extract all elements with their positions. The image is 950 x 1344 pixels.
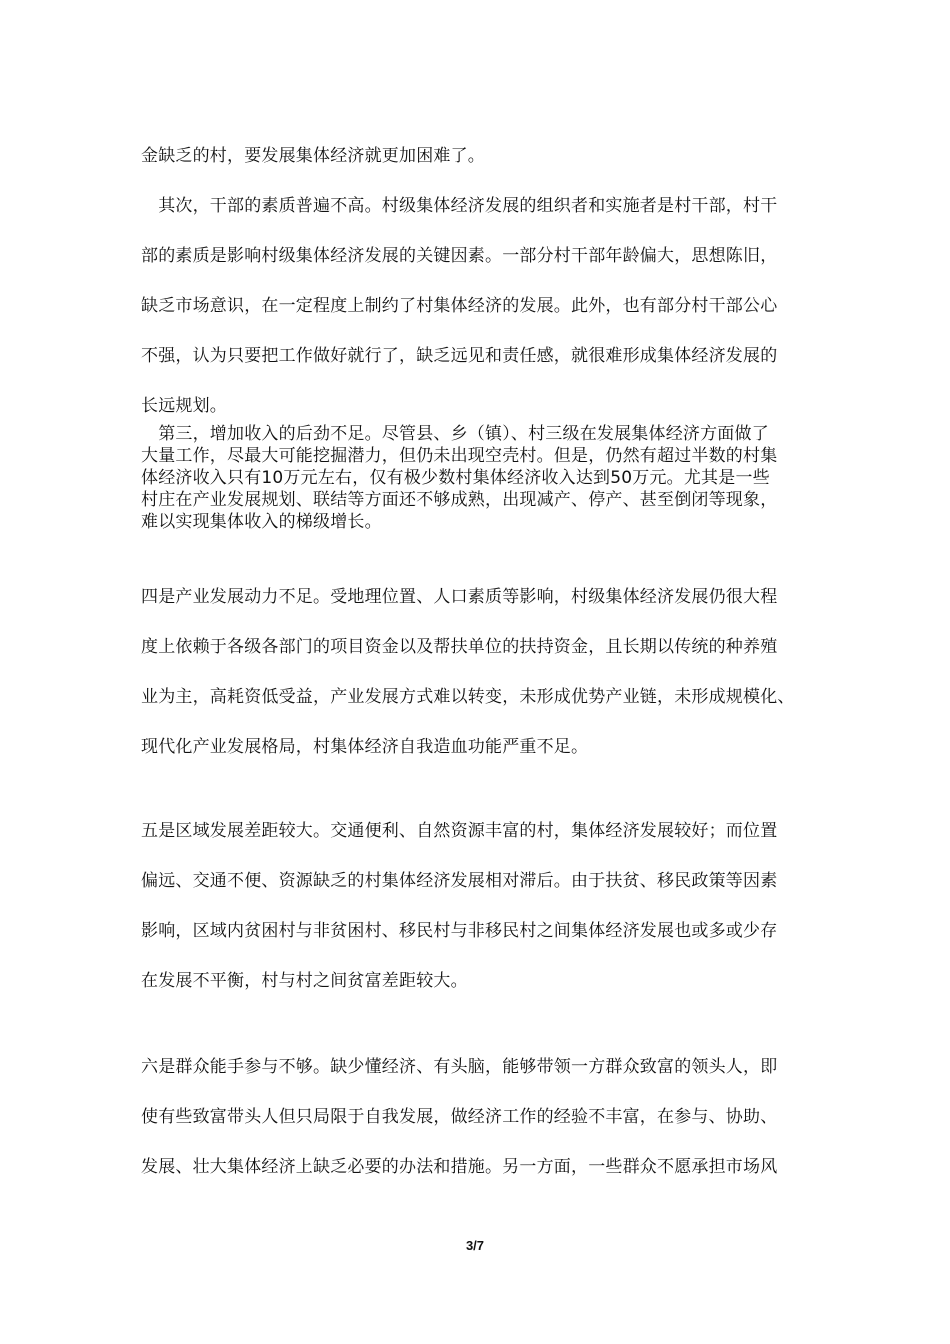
paragraph-line: 缺乏市场意识，在一定程度上制约了村集体经济的发展。此外，也有部分村干部公心	[141, 296, 778, 316]
paragraph-line: 影响，区域内贫困村与非贫困村、移民村与非移民村之间集体经济发展也或多或少存	[141, 921, 778, 941]
paragraph-line: 不强，认为只要把工作做好就行了，缺乏远见和责任感，就很难形成集体经济发展的	[141, 346, 778, 366]
paragraph-line: 在发展不平衡，村与村之间贫富差距较大。	[141, 971, 468, 991]
paragraph-line: 体经济收入只有10万元左右，仅有极少数村集体经济收入达到50万元。尤其是一些	[141, 468, 770, 488]
paragraph-line: 部的素质是影响村级集体经济发展的关键因素。一部分村干部年龄偏大，思想陈旧，	[141, 246, 778, 266]
paragraph-block-dense	[141, 423, 831, 533]
paragraph-line: 金缺乏的村，要发展集体经济就更加困难了。	[141, 146, 485, 166]
paragraph-line: 第三，增加收入的后劲不足。尽管县、乡（镇）、村三级在发展集体经济方面做了	[141, 424, 769, 444]
paragraph-line: 使有些致富带头人但只局限于自我发展，做经济工作的经验不丰富，在参与、协助、	[141, 1107, 778, 1127]
paragraph-line: 四是产业发展动力不足。受地理位置、人口素质等影响，村级集体经济发展仍很大程	[141, 587, 778, 607]
paragraph-line: 难以实现集体收入的梯级增长。	[141, 512, 382, 532]
paragraph-line: 五是区域发展差距较大。交通便利、自然资源丰富的村，集体经济发展较好；而位置	[141, 821, 778, 841]
paragraph-line: 现代化产业发展格局，村集体经济自我造血功能严重不足。	[141, 737, 589, 757]
paragraph-line: 六是群众能手参与不够。缺少懂经济、有头脑，能够带领一方群众致富的领头人，即	[141, 1057, 778, 1077]
paragraph-line: 发展、壮大集体经济上缺乏必要的办法和措施。另一方面，一些群众不愿承担市场风	[141, 1157, 778, 1177]
paragraph-line: 偏远、交通不便、资源缺乏的村集体经济发展相对滞后。由于扶贫、移民政策等因素	[141, 871, 778, 891]
paragraph-line: 大量工作，尽最大可能挖掘潜力，但仍未出现空壳村。但是，仍然有超过半数的村集	[141, 446, 778, 466]
paragraph-line: 长远规划。	[141, 396, 227, 416]
paragraph-line: 度上依赖于各级各部门的项目资金以及帮扶单位的扶持资金，且长期以传统的种养殖	[141, 637, 778, 657]
paragraph-line: 其次，干部的素质普遍不高。村级集体经济发展的组织者和实施者是村干部，村干	[141, 196, 778, 216]
page-number: 3/7	[465, 1238, 485, 1253]
paragraph-line: 村庄在产业发展规划、联结等方面还不够成熟，出现减产、停产、甚至倒闭等现象，	[141, 490, 778, 510]
paragraph-line: 业为主，高耗资低受益，产业发展方式难以转变，未形成优势产业链，未形成规模化、	[141, 687, 795, 707]
